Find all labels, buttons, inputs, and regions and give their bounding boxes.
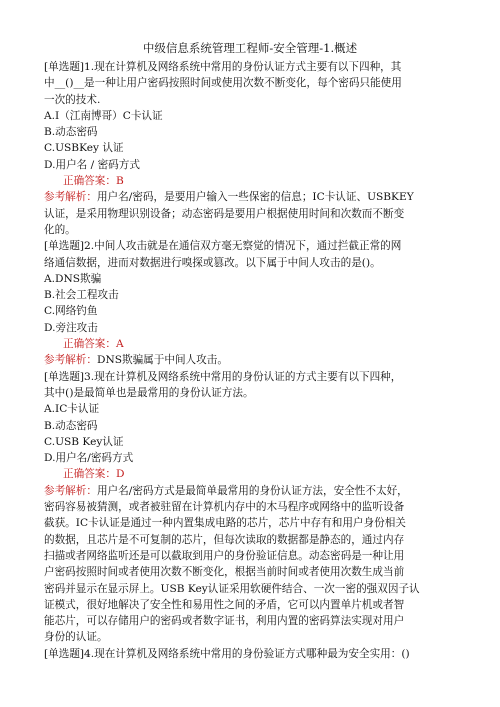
text-line: 一次的技术. [44,93,101,106]
text-line: C.USBKey 认证 [44,142,124,155]
analysis-text: 用户名/密码，是要用户输入一些保密的信息；IC卡认证、USBKEY [96,191,414,204]
correct-answer: 正确答案：B [63,175,124,188]
analysis-text: DNS欺骗属于中间人攻击。 [96,354,228,367]
text-line: 化的。 [44,223,76,236]
text-line: 户密码按照时间或者使用次数不断变化，根据当前时间或者使用次数生成当前 [44,566,405,579]
analysis-label: 参考解析： [44,354,97,367]
page-title: 中级信息系统管理工程师-安全管理-1.概述 [142,41,358,55]
correct-answer: 正确答案：A [63,338,124,351]
text-line: C.USB Key认证 [44,435,124,448]
text-line: 中__()__是一种让用户密码按照时间或使用次数不断变化，每个密码只能使用 [44,77,402,90]
text-line: D.用户名 / 密码方式 [44,158,140,171]
analysis-line [44,352,456,368]
text-line: B.动态密码 [44,126,98,139]
analysis-label: 参考解析： [44,484,97,497]
text-line: [单选题]1.现在计算机及网络系统中常用的身份认证方式主要有以下四种，其 [44,61,402,73]
text-line: 能芯片，可以存储用户的密码或者数字证书，利用内置的密码算法实现对用户 [44,615,405,628]
text-line: [单选题]3.现在计算机及网络系统中常用的身份认证的方式主要有以下四种， [44,370,402,383]
correct-answer: 正确答案：D [63,468,125,481]
analysis-line [44,189,456,205]
text-line: 密码并显示在显示屏上。USB Key认证采用软硬件结合、一次一密的强双因子认 [44,582,420,595]
text-line: 络通信数据，进而对数据进行嗅探或篡改。以下属于中间人攻击的是()。 [44,256,381,269]
text-line: A.I（江南博哥）C卡认证 [44,109,163,122]
text-line: 身份的认证。 [44,631,108,644]
analysis-label: 参考解析： [44,191,97,204]
text-line: 截获。IC卡认证是通过一种内置集成电路的芯片，芯片中存有和用户身份相关 [44,517,406,530]
text-line: 的数据，且芯片是不可复制的芯片，但每次读取的数据都是静态的，通过内存 [44,533,405,546]
text-line: 其中()是最简单也是最常用的身份认证方法。 [44,386,254,399]
document-body [44,59,456,662]
text-line: C.网络钓鱼 [44,305,98,318]
text-line: [单选题]4.现在计算机及网络系统中常用的身份验证方式哪种最为安全实用：() [44,647,410,660]
text-line: A.DNS欺骗 [44,272,102,285]
text-line: B.动态密码 [44,419,98,432]
text-line: A.IC卡认证 [44,403,100,416]
text-line: B.社会工程攻击 [44,289,119,302]
text-line: [单选题]2.中间人攻击就是在通信双方毫无察觉的情况下，通过拦截正常的网 [44,240,402,253]
text-line: 证模式，很好地解决了安全性和易用性之间的矛盾，它可以内置单片机或者智 [44,598,405,611]
text-line: 密码容易被猜测，或者被驻留在计算机内存中的木马程序或网络中的监听设备 [44,501,405,514]
analysis-line [44,483,456,499]
text-line: 扫描或者网络监听还是可以截取到用户的身份验证信息。动态密码是一种让用 [44,549,405,562]
text-line: D.用户名/密码方式 [44,452,134,465]
text-line: 认证，是采用物理识别设备；动态密码是要用户根据使用时间和次数而不断变 [44,207,405,220]
analysis-text: 用户名/密码方式是最简单最常用的身份认证方法，安全性不太好， [96,484,408,497]
text-line: D.旁注攻击 [44,321,98,334]
